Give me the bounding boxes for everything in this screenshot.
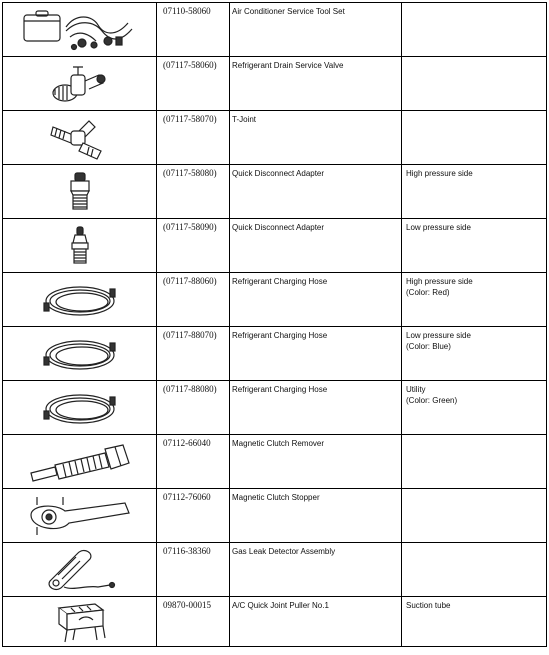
part-number: 07112-66040 [157,435,230,489]
note-line: High pressure side [406,169,473,178]
tool-name: Magnetic Clutch Remover [230,435,402,489]
drain-valve-icon [45,61,115,107]
tool-name: Magnetic Clutch Stopper [230,489,402,543]
table-row [3,327,547,381]
tool-note [402,165,547,219]
tool-name: A/C Quick Joint Puller No.1 [230,597,402,647]
note-line: (Color: Blue) [406,342,451,351]
table-row [3,597,547,647]
special-tools-table [2,2,547,647]
part-number: (07117-58090) [157,219,230,273]
tool-note [402,489,547,543]
tool-note [402,57,547,111]
charging-hose-icon [40,331,120,377]
illustration-cell [3,219,157,273]
part-number: 07112-76060 [157,489,230,543]
tool-note [402,219,547,273]
illustration-cell [3,273,157,327]
table-row [3,3,547,57]
adapter-low-icon [60,223,100,269]
part-number: (07117-88080) [157,381,230,435]
illustration-cell [3,111,157,165]
t-joint-icon [45,115,115,161]
tool-note [402,597,547,647]
illustration-cell [3,381,157,435]
tool-name: Refrigerant Drain Service Valve [230,57,402,111]
illustration-cell [3,597,157,647]
tool-name: T-Joint [230,111,402,165]
table-row [3,435,547,489]
tool-note [402,435,547,489]
clutch-remover-bolt-icon [25,439,135,485]
tool-name: Refrigerant Charging Hose [230,327,402,381]
table-row [3,57,547,111]
illustration-cell [3,3,157,57]
joint-puller-icon [45,600,115,644]
note-line: (Color: Red) [406,288,450,297]
illustration-cell [3,57,157,111]
illustration-cell [3,543,157,597]
tool-note [402,381,547,435]
part-number: (07117-58080) [157,165,230,219]
table-row [3,381,547,435]
part-number: 07110-58060 [157,3,230,57]
illustration-cell [3,327,157,381]
table-row [3,165,547,219]
tool-name: Quick Disconnect Adapter [230,165,402,219]
tool-name: Air Conditioner Service Tool Set [230,3,402,57]
part-number: (07117-58060) [157,57,230,111]
part-number: (07117-58070) [157,111,230,165]
illustration-cell [3,165,157,219]
clutch-stopper-icon [25,493,135,539]
adapter-high-icon [60,169,100,215]
tool-note [402,273,547,327]
part-number: (07117-88060) [157,273,230,327]
table-row [3,111,547,165]
tool-note [402,543,547,597]
note-line: Low pressure side [406,331,471,340]
illustration-cell [3,435,157,489]
table-row [3,489,547,543]
note-line: Suction tube [406,601,451,610]
table-row [3,273,547,327]
note-line: Utility [406,385,426,394]
service-tool-set-icon [20,7,140,53]
table-row [3,543,547,597]
charging-hose-icon [40,277,120,323]
charging-hose-icon [40,385,120,431]
part-number: 09870-00015 [157,597,230,647]
tool-name: Refrigerant Charging Hose [230,273,402,327]
leak-detector-icon [40,547,120,593]
tool-name: Quick Disconnect Adapter [230,219,402,273]
part-number: 07116-38360 [157,543,230,597]
tool-note [402,3,547,57]
note-line: (Color: Green) [406,396,458,405]
tool-note [402,111,547,165]
part-number: (07117-88070) [157,327,230,381]
tool-name: Gas Leak Detector Assembly [230,543,402,597]
table-row [3,219,547,273]
note-line: High pressure side [406,277,473,286]
illustration-cell [3,489,157,543]
tool-note [402,327,547,381]
tool-name: Refrigerant Charging Hose [230,381,402,435]
note-line: Low pressure side [406,223,471,232]
